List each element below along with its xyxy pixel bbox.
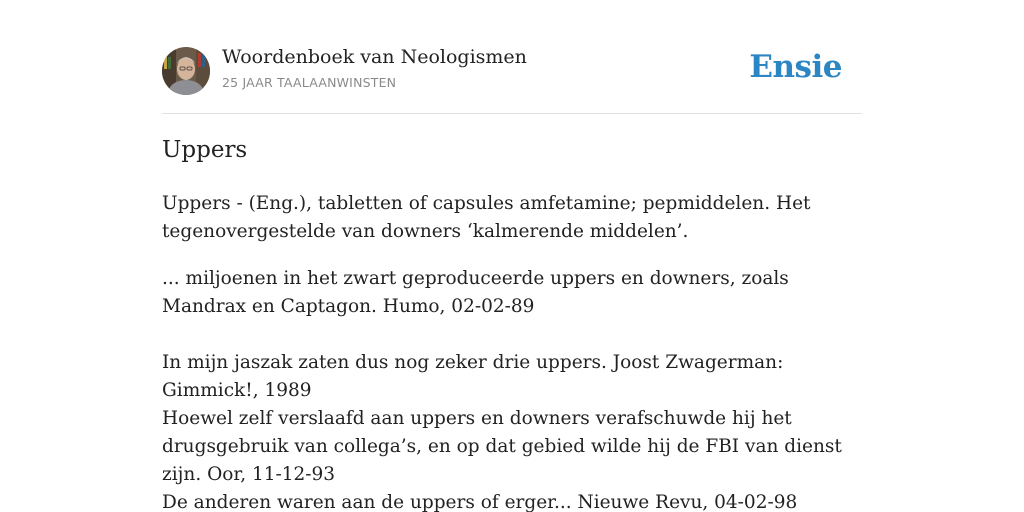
entry-definition: Uppers - (Eng.), tabletten of capsules amfetamine; pepmiddelen. Het tegenovergestelde van downers ‘kalmerende middelen’. — [162, 193, 811, 242]
site-title[interactable]: Woordenboek van Neologismen — [222, 46, 527, 68]
entry-quote: Hoewel zelf verslaafd aan uppers en downers verafschuwde hij het drugsgebruik van collega’s, en op dat gebied wilde hij de FBI van dienst zijn. Oor, 11-12-93 — [162, 408, 842, 485]
entry-quote: ... miljoenen in het zwart geproduceerde uppers en downers, zoals Mandrax en Captagon. Humo, 02-02-89 — [162, 268, 789, 317]
avatar-image — [162, 47, 210, 95]
entry-quote: In mijn jaszak zaten dus nog zeker drie uppers. Joost Zwagerman: Gimmick!, 1989 — [162, 352, 784, 401]
ensie-logo[interactable]: Ensie — [749, 49, 842, 85]
page-container — [162, 0, 862, 512]
entry-title: Uppers — [162, 137, 248, 163]
entry-quote: De anderen waren aan de uppers of erger... Nieuwe Revu, 04-02-98 — [162, 492, 798, 512]
site-header — [162, 0, 862, 114]
site-subtitle: 25 JAAR TAALAANWINSTEN — [222, 75, 397, 90]
author-avatar[interactable] — [162, 47, 210, 95]
